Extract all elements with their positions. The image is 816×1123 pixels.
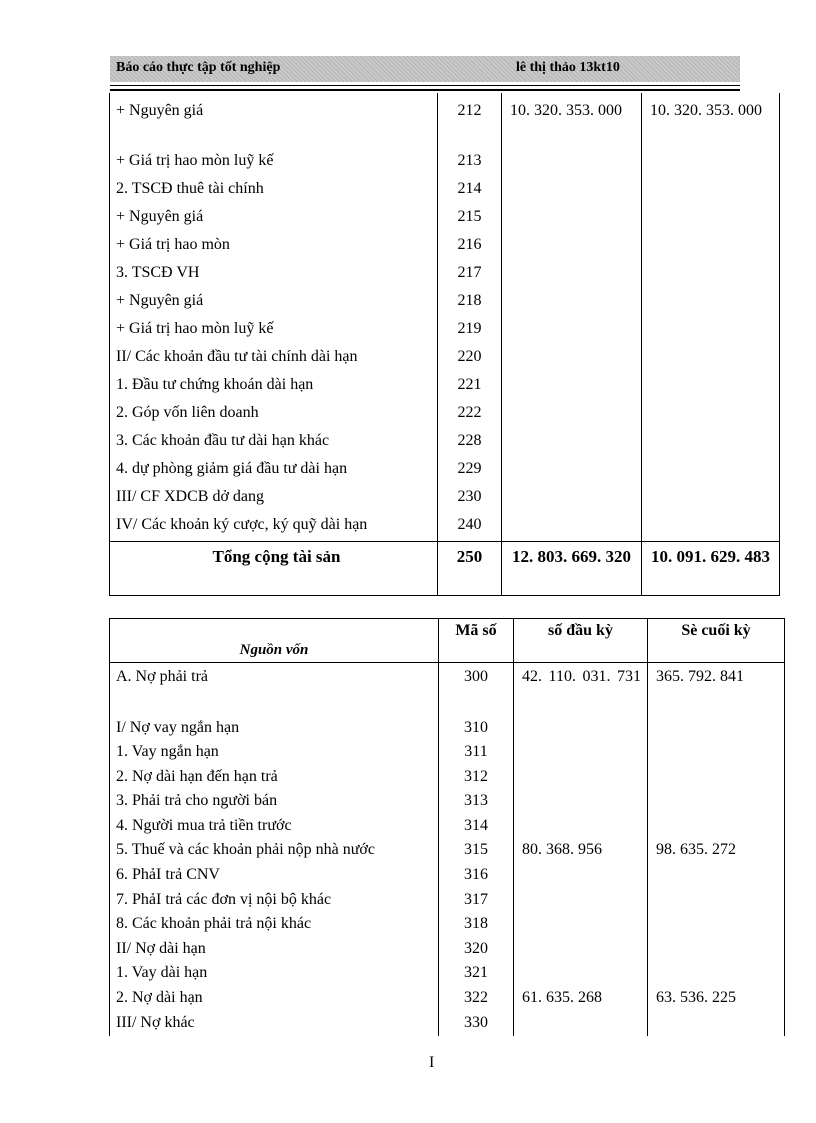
assets-table [109, 93, 780, 596]
row-label: III/ CF XDCB dở dang [110, 485, 438, 513]
row-code: 220 [438, 345, 502, 373]
row-begin-value [502, 233, 642, 261]
row-begin-value [502, 429, 642, 457]
row-code: 214 [438, 177, 502, 205]
table-row [110, 913, 785, 938]
row-label: 2. Nợ dài hạn đến hạn trả [110, 766, 439, 791]
header-report-title: Báo cáo thực tập tốt nghiệp [116, 60, 281, 75]
row-label: + Nguyên giá [110, 205, 438, 233]
table-row [110, 373, 780, 401]
row-begin-value [502, 205, 642, 233]
row-label: 7. PhảI trả các đơn vị nội bộ khác [110, 889, 439, 914]
row-label: + Nguyên giá [110, 93, 438, 149]
row-label: I/ Nợ vay ngắn hạn [110, 717, 439, 742]
row-end-value: 98. 635. 272 [648, 839, 785, 864]
total-code: 250 [438, 542, 502, 596]
row-end-value [648, 766, 785, 791]
row-begin-value [514, 717, 648, 742]
row-label: 2. TSCĐ thuê tài chính [110, 177, 438, 205]
row-begin-value: 10. 320. 353. 000 [502, 93, 642, 149]
row-code: 321 [439, 962, 514, 987]
row-code: 219 [438, 317, 502, 345]
row-code: 322 [439, 987, 514, 1012]
table-row [110, 485, 780, 513]
table-row [110, 513, 780, 542]
row-begin-value: 61. 635. 268 [514, 987, 648, 1012]
row-code: 316 [439, 864, 514, 889]
row-label: 1. Đầu tư chứng khoán dài hạn [110, 373, 438, 401]
row-code: 318 [439, 913, 514, 938]
row-end-value [642, 401, 780, 429]
page-number: I [429, 1054, 435, 1071]
row-end-value [642, 261, 780, 289]
row-code: 217 [438, 261, 502, 289]
row-code: 218 [438, 289, 502, 317]
row-code: 222 [438, 401, 502, 429]
table-row [110, 345, 780, 373]
row-begin-value [514, 889, 648, 914]
row-begin-value [514, 741, 648, 766]
row-end-value [648, 864, 785, 889]
row-code: 228 [438, 429, 502, 457]
table-row [110, 1012, 785, 1037]
row-label: 5. Thuế và các khoản phải nộp nhà nước [110, 839, 439, 864]
row-code: 315 [439, 839, 514, 864]
row-begin-value [502, 289, 642, 317]
row-label: + Giá trị hao mòn [110, 233, 438, 261]
row-end-value [642, 149, 780, 177]
row-label: 2. Góp vốn liên doanh [110, 401, 438, 429]
row-end-value: 63. 536. 225 [648, 987, 785, 1012]
row-begin-value [502, 261, 642, 289]
row-end-value [642, 429, 780, 457]
row-begin-value [502, 401, 642, 429]
table-row [110, 429, 780, 457]
table-row [110, 205, 780, 233]
table-row [110, 93, 780, 149]
row-label: 6. PhảI trả CNV [110, 864, 439, 889]
table-row [110, 233, 780, 261]
table-row [110, 889, 785, 914]
row-code: 212 [438, 93, 502, 149]
header-rule-thick [110, 89, 740, 91]
table-row [110, 766, 785, 791]
row-end-value [642, 205, 780, 233]
row-end-value [648, 741, 785, 766]
row-end-value: 10. 320. 353. 000 [642, 93, 780, 149]
row-label: + Nguyên giá [110, 289, 438, 317]
table-row [110, 177, 780, 205]
row-code: 317 [439, 889, 514, 914]
row-label: III/ Nợ khác [110, 1012, 439, 1037]
table-row [110, 149, 780, 177]
row-end-value [648, 1012, 785, 1037]
row-code: 230 [438, 485, 502, 513]
row-begin-value [514, 1012, 648, 1037]
header-begin: số đầu kỳ [514, 619, 648, 663]
row-code: 240 [438, 513, 502, 542]
table-row [110, 289, 780, 317]
row-label: IV/ Các khoản ký cược, ký quỹ dài hạn [110, 513, 438, 542]
row-end-value [648, 815, 785, 840]
row-code: 314 [439, 815, 514, 840]
row-label: 2. Nợ dài hạn [110, 987, 439, 1012]
row-begin-value [514, 962, 648, 987]
row-end-value [648, 962, 785, 987]
table-row [110, 401, 780, 429]
total-label: Tổng cộng tài sản [110, 542, 438, 596]
table-header-row [110, 619, 785, 663]
row-end-value [648, 889, 785, 914]
total-begin-value: 12. 803. 669. 320 [502, 542, 642, 596]
row-end-value [642, 289, 780, 317]
row-begin-value [502, 317, 642, 345]
table-row [110, 815, 785, 840]
row-code: 216 [438, 233, 502, 261]
row-end-value [642, 373, 780, 401]
row-end-value [642, 457, 780, 485]
row-label: 3. Phải trả cho người bán [110, 790, 439, 815]
table-row [110, 938, 785, 963]
table-row [110, 741, 785, 766]
row-code: 213 [438, 149, 502, 177]
table-row [110, 790, 785, 815]
header-code: Mã số [439, 619, 514, 663]
row-begin-value [514, 913, 648, 938]
row-label: 4. dự phòng giảm giá đầu tư dài hạn [110, 457, 438, 485]
row-code: 313 [439, 790, 514, 815]
header-author: lê thị thảo 13kt10 [516, 60, 620, 75]
row-end-value [642, 177, 780, 205]
row-end-value [642, 485, 780, 513]
row-code: 311 [439, 741, 514, 766]
row-label: 3. TSCĐ VH [110, 261, 438, 289]
table-row [110, 962, 785, 987]
row-begin-value [502, 177, 642, 205]
row-end-value [642, 345, 780, 373]
row-code: 310 [439, 717, 514, 742]
row-begin-value [502, 513, 642, 542]
row-end-value [648, 938, 785, 963]
row-code: 221 [438, 373, 502, 401]
table-row [110, 261, 780, 289]
row-begin-value: 80. 368. 956 [514, 839, 648, 864]
row-begin-value [502, 345, 642, 373]
liabilities-table [109, 618, 785, 1036]
row-label: 3. Các khoản đầu tư dài hạn khác [110, 429, 438, 457]
table-row [110, 317, 780, 345]
row-end-value [648, 790, 785, 815]
row-end-value [648, 913, 785, 938]
row-begin-value [502, 485, 642, 513]
row-end-value [642, 317, 780, 345]
row-code: 229 [438, 457, 502, 485]
row-begin-value [514, 766, 648, 791]
row-begin-value [514, 790, 648, 815]
table-row [110, 839, 785, 864]
row-label: 1. Vay dài hạn [110, 962, 439, 987]
row-end-value: 365. 792. 841 [648, 663, 785, 717]
row-label: 1. Vay ngắn hạn [110, 741, 439, 766]
total-row [110, 542, 780, 596]
row-code: 320 [439, 938, 514, 963]
header-rule [110, 85, 740, 86]
row-begin-value [514, 815, 648, 840]
table-row [110, 663, 785, 717]
row-end-value [642, 233, 780, 261]
table-row [110, 717, 785, 742]
header-source: Nguồn vốn [110, 619, 439, 663]
row-begin-value [502, 149, 642, 177]
table-row [110, 864, 785, 889]
header-end: Sè cuối kỳ [648, 619, 785, 663]
row-label: II/ Nợ dài hạn [110, 938, 439, 963]
row-end-value [642, 513, 780, 542]
row-begin-value [502, 457, 642, 485]
row-label: 8. Các khoản phải trả nội khác [110, 913, 439, 938]
total-end-value: 10. 091. 629. 483 [642, 542, 780, 596]
row-begin-value [502, 373, 642, 401]
row-label: 4. Người mua trả tiền trước [110, 815, 439, 840]
table-row [110, 457, 780, 485]
row-code: 330 [439, 1012, 514, 1037]
row-begin-value: 42. 110. 031. 731 [514, 663, 648, 717]
row-label: II/ Các khoản đầu tư tài chính dài hạn [110, 345, 438, 373]
row-code: 215 [438, 205, 502, 233]
row-label: A. Nợ phải trả [110, 663, 439, 717]
row-end-value [648, 717, 785, 742]
row-label: + Giá trị hao mòn luỹ kế [110, 317, 438, 345]
page-header [110, 56, 740, 82]
row-label: + Giá trị hao mòn luỹ kế [110, 149, 438, 177]
row-code: 312 [439, 766, 514, 791]
row-code: 300 [439, 663, 514, 717]
table-row [110, 987, 785, 1012]
row-begin-value [514, 938, 648, 963]
row-begin-value [514, 864, 648, 889]
